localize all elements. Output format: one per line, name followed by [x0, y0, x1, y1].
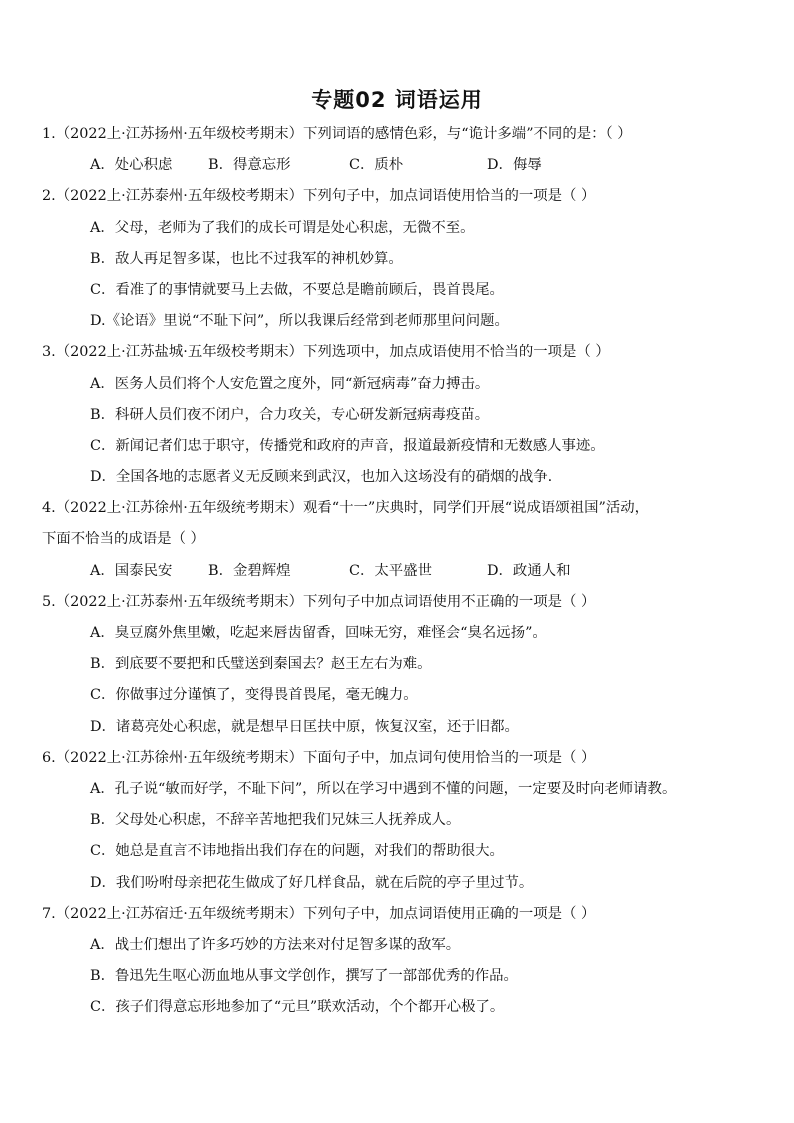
- option-d: D．全国各地的志愿者义无反顾来到武汉，也加入这场没有的硝烟的战争.: [90, 469, 553, 486]
- question-1-options: [42, 150, 754, 181]
- option-a: A．孔子说“敏而好学，不耻下问”，所以在学习中遇到不懂的问题，一定要及时向老师请教。: [90, 780, 677, 797]
- option-c: C．太平盛世: [349, 562, 432, 579]
- option-c: C．看准了的事情就要马上去做，不要总是瞻前顾后，畏首畏尾。: [90, 281, 504, 298]
- option-b: B．敌人再足智多谋，也比不过我军的神机妙算。: [90, 250, 403, 267]
- option-a: A．国泰民安: [90, 562, 173, 579]
- option-b: B．得意忘形: [208, 157, 291, 174]
- option-b: B．父母处心积虑，不辞辛苦地把我们兄妹三人抚养成人。: [90, 812, 461, 829]
- option-c: C．新闻记者们忠于职守，传播党和政府的声音，报道最新疫情和无数感人事迹。: [90, 437, 605, 454]
- option-c: C．孩子们得意忘形地参加了“元旦”联欢活动，个个都开心极了。: [90, 999, 505, 1016]
- option-a: A．处心积虑: [90, 157, 173, 174]
- option-d: D.《论语》里说“不耻下问”，所以我课后经常到老师那里问问题。: [90, 313, 509, 330]
- question-3-stem: 3.（2022上·江苏盐城·五年级校考期末）下列选项中，加点成语使用不恰当的一项是（ ）: [42, 344, 610, 361]
- option-a: A．战士们想出了许多巧妙的方法来对付足智多谋的敌军。: [90, 936, 461, 953]
- option-d: D．诸葛亮处心积虑，就是想早日匡扶中原，恢复汉室，还于旧都。: [90, 718, 519, 735]
- option-b: B．到底要不要把和氏璧送到秦国去？赵王左右为难。: [90, 656, 432, 673]
- question-4-stem: 4.（2022上·江苏徐州·五年级统考期末）观看“十一”庆典时，同学们开展“说成语颂祖国”活动，: [42, 500, 649, 517]
- option-c: C．质朴: [349, 157, 404, 174]
- option-d: D．政通人和: [487, 562, 571, 579]
- question-5-stem: 5.（2022上·江苏泰州·五年级统考期末）下列句子中加点词语使用不正确的一项是（ ）: [42, 593, 596, 610]
- question-6-stem: 6.（2022上·江苏徐州·五年级统考期末）下面句子中，加点词句使用恰当的一项是（ ）: [42, 749, 596, 766]
- option-a: A．臭豆腐外焦里嫩，吃起来唇齿留香，回味无穷，难怪会“臭名远扬”。: [90, 625, 547, 641]
- question-4-stem-continued: 下面不恰当的成语是（ ）: [42, 531, 205, 548]
- question-4-options: [42, 556, 754, 587]
- question-list: [42, 119, 754, 1023]
- option-a: A．父母，老师为了我们的成长可谓是处心积虑，无微不至。: [90, 219, 475, 236]
- option-c: C．她总是直言不讳地指出我们存在的问题，对我们的帮助很大。: [90, 843, 504, 860]
- option-d: D．我们吩咐母亲把花生做成了好几样食品，就在后院的亭子里过节。: [90, 874, 534, 891]
- option-c: C．你做事过分谨慎了，变得畏首畏尾，毫无魄力。: [90, 687, 418, 704]
- option-b: B．鲁迅先生呕心沥血地从事文学创作，撰写了一部部优秀的作品。: [90, 968, 518, 985]
- option-a: A．医务人员们将个人安危置之度外，同“新冠病毒”奋力搏击。: [90, 375, 490, 392]
- option-d: D．侮辱: [487, 157, 542, 174]
- page-title: 专题02 词语运用: [311, 88, 483, 112]
- question-7-stem: 7.（2022上·江苏宿迁·五年级统考期末）下列句子中，加点词语使用正确的一项是（ ）: [42, 905, 596, 922]
- option-b: B．金碧辉煌: [208, 562, 291, 579]
- option-b: B．科研人员们夜不闭户，合力攻关，专心研发新冠病毒疫苗。: [90, 406, 490, 423]
- question-1-stem: 1.（2022上·江苏扬州·五年级校考期末）下列词语的感情色彩，与“诡计多端”不同的是：（ ）: [42, 126, 632, 142]
- question-2-stem: 2.（2022上·江苏泰州·五年级校考期末）下列句子中，加点词语使用恰当的一项是（ ）: [42, 188, 596, 205]
